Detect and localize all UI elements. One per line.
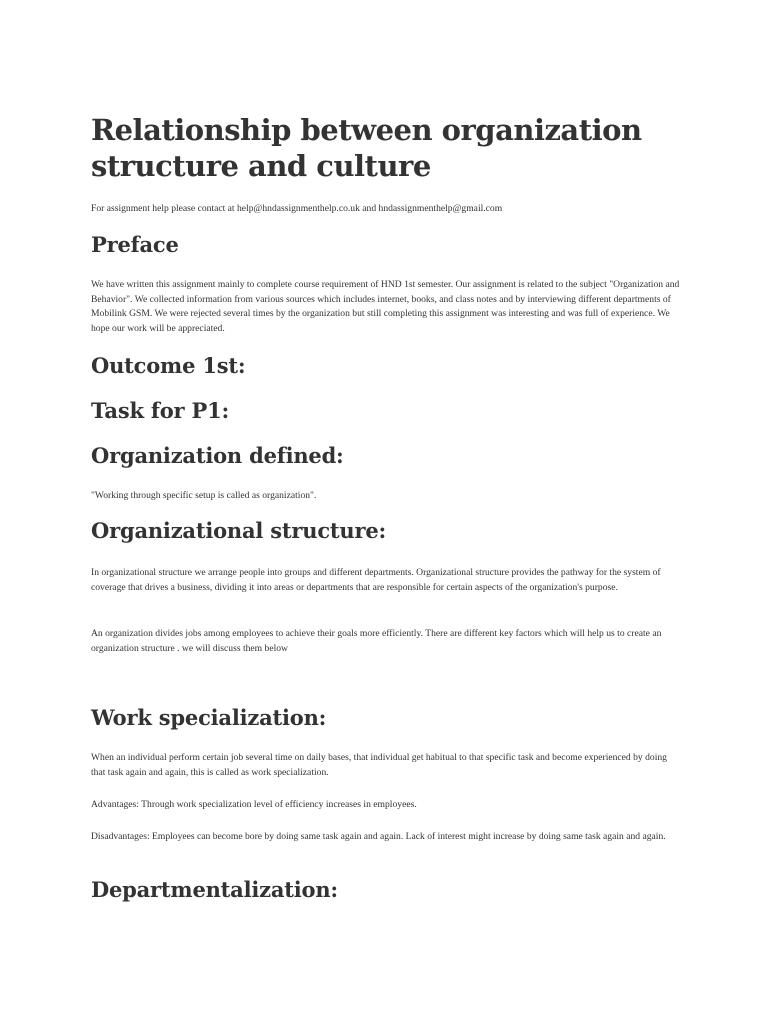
heading-task: Task for P1: (91, 398, 230, 423)
disadvantages-paragraph: Disadvantages: Employees can become bore by doing same task again and again. Lack of interest might increase by doing same task again and again. (91, 831, 666, 842)
advantages-paragraph: Advantages: Through work specialization level of efficiency increases in employees. (91, 799, 417, 810)
contact-line: For assignment help please contact at help@hndassignmenthelp.co.uk and hndassignmenthelp@gmail.com (91, 203, 503, 214)
organizational-structure-paragraph-1: In organizational structure we arrange people into groups and different departments. Organizational structure provides the pathway for the system of coverage that drives a business, dividing it into areas or departments that are responsible for certain aspects of the organization's purpose. (91, 567, 661, 593)
preface-paragraph: We have written this assignment mainly to complete course requirement of HND 1st semester. Our assignment is related to the subject "Organization and Behavior". We collected information from various sources which includes internet, books, and class notes and by interviewing different departments of Mobilink GSM. We were rejected several times by the organization but still completing this assignment was interesting and was full of experience. We hope our work will be appreciated. (91, 279, 680, 335)
heading-organization-defined: Organization defined: (91, 443, 344, 468)
heading-organizational-structure: Organizational structure: (91, 518, 387, 543)
heading-departmentalization: Departmentalization: (91, 877, 338, 902)
heading-outcome: Outcome 1st: (91, 353, 246, 378)
document-title: Relationship between organization structure and culture (91, 113, 642, 183)
heading-work-specialization: Work specialization: (91, 705, 327, 730)
organizational-structure-paragraph-2: An organization divides jobs among employees to achieve their goals more efficiently. There are different key factors which will help us to create an organization structure . we will discuss them below (91, 628, 662, 654)
organization-defined-paragraph: "Working through specific setup is called as organization". (91, 490, 317, 501)
work-specialization-paragraph: When an individual perform certain job several time on daily bases, that individual get habitual to that specific task and become experienced by doing that task again and again, this is called as work specialization. (91, 752, 667, 778)
heading-preface: Preface (91, 232, 179, 257)
